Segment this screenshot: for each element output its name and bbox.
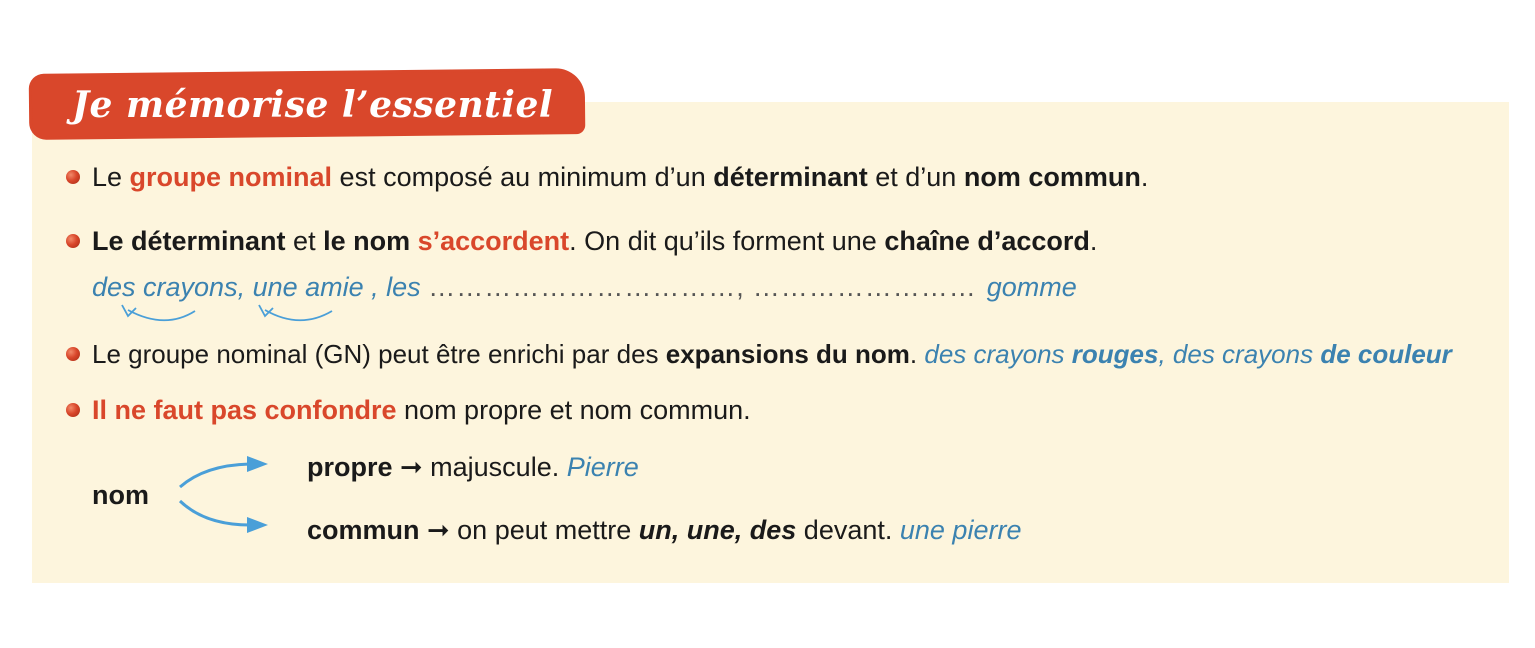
rule-4-text: nom propre et nom commun. <box>396 395 751 425</box>
rule-2-term: chaîne d’accord <box>884 226 1090 256</box>
rule-1-term: groupe nominal <box>129 162 333 192</box>
agreement-arc-icon <box>265 310 332 320</box>
right-arrow-icon: ➞ <box>427 515 450 545</box>
blank-comma: , <box>736 272 745 302</box>
rule-2-text: . <box>1089 226 1098 256</box>
arrowhead-icon <box>247 456 268 472</box>
rule-3-term: expansions du nom <box>665 339 910 369</box>
rule-2-term: le nom <box>323 226 411 256</box>
rule-1-text: . <box>1140 162 1149 192</box>
arrowhead-icon <box>247 517 268 533</box>
branch-arrow-icon <box>180 501 250 525</box>
blank-dots: …………………… <box>752 272 977 302</box>
rule-2-text: et <box>285 226 324 256</box>
propre-label: propre <box>307 452 393 482</box>
rule-1-text: est composé au minimum d’un <box>332 162 714 192</box>
rule-1-text: Le <box>92 162 130 192</box>
right-arrow-icon: ➞ <box>400 452 423 482</box>
example-expansion: rouges <box>1071 339 1159 369</box>
example-word: , les <box>363 272 429 302</box>
propre-text: majuscule. <box>422 452 567 482</box>
banner-title: Je mémorise l’essentiel <box>72 84 554 126</box>
rule-3-text: Le groupe nominal (GN) peut être enrichi par des <box>92 339 666 369</box>
rule-2-text: . On dit qu’ils forment une <box>569 226 885 256</box>
example-word: une amie <box>245 272 364 302</box>
commun-text: on peut mettre <box>449 515 639 545</box>
example-word: des crayons, <box>92 272 246 302</box>
commun-text: devant. <box>796 515 900 545</box>
rule-1-term: nom commun <box>963 162 1141 192</box>
commun-label: commun <box>307 515 420 545</box>
example-word: gomme <box>986 272 1077 302</box>
blank-dots: …………………………… <box>428 272 737 302</box>
branch-arrow-icon <box>180 464 250 487</box>
example-text: , des crayons <box>1158 339 1321 369</box>
example-expansion: de couleur <box>1320 339 1452 369</box>
commun-articles: un, une, des <box>638 515 797 545</box>
rule-1-text: et d’un <box>867 162 964 192</box>
agreement-arc-icon <box>128 310 195 320</box>
rule-3-text: . <box>909 339 925 369</box>
commun-example: une pierre <box>899 515 1022 545</box>
rule-4-highlight: Il ne faut pas confondre <box>92 395 397 425</box>
propre-example: Pierre <box>566 452 639 482</box>
diagram-nom-label: nom <box>92 480 149 510</box>
rule-2-highlight: s’accordent <box>417 226 570 256</box>
rule-1-term: déterminant <box>713 162 868 192</box>
rule-2-term: Le déterminant <box>92 226 286 256</box>
example-text: des crayons <box>924 339 1072 369</box>
